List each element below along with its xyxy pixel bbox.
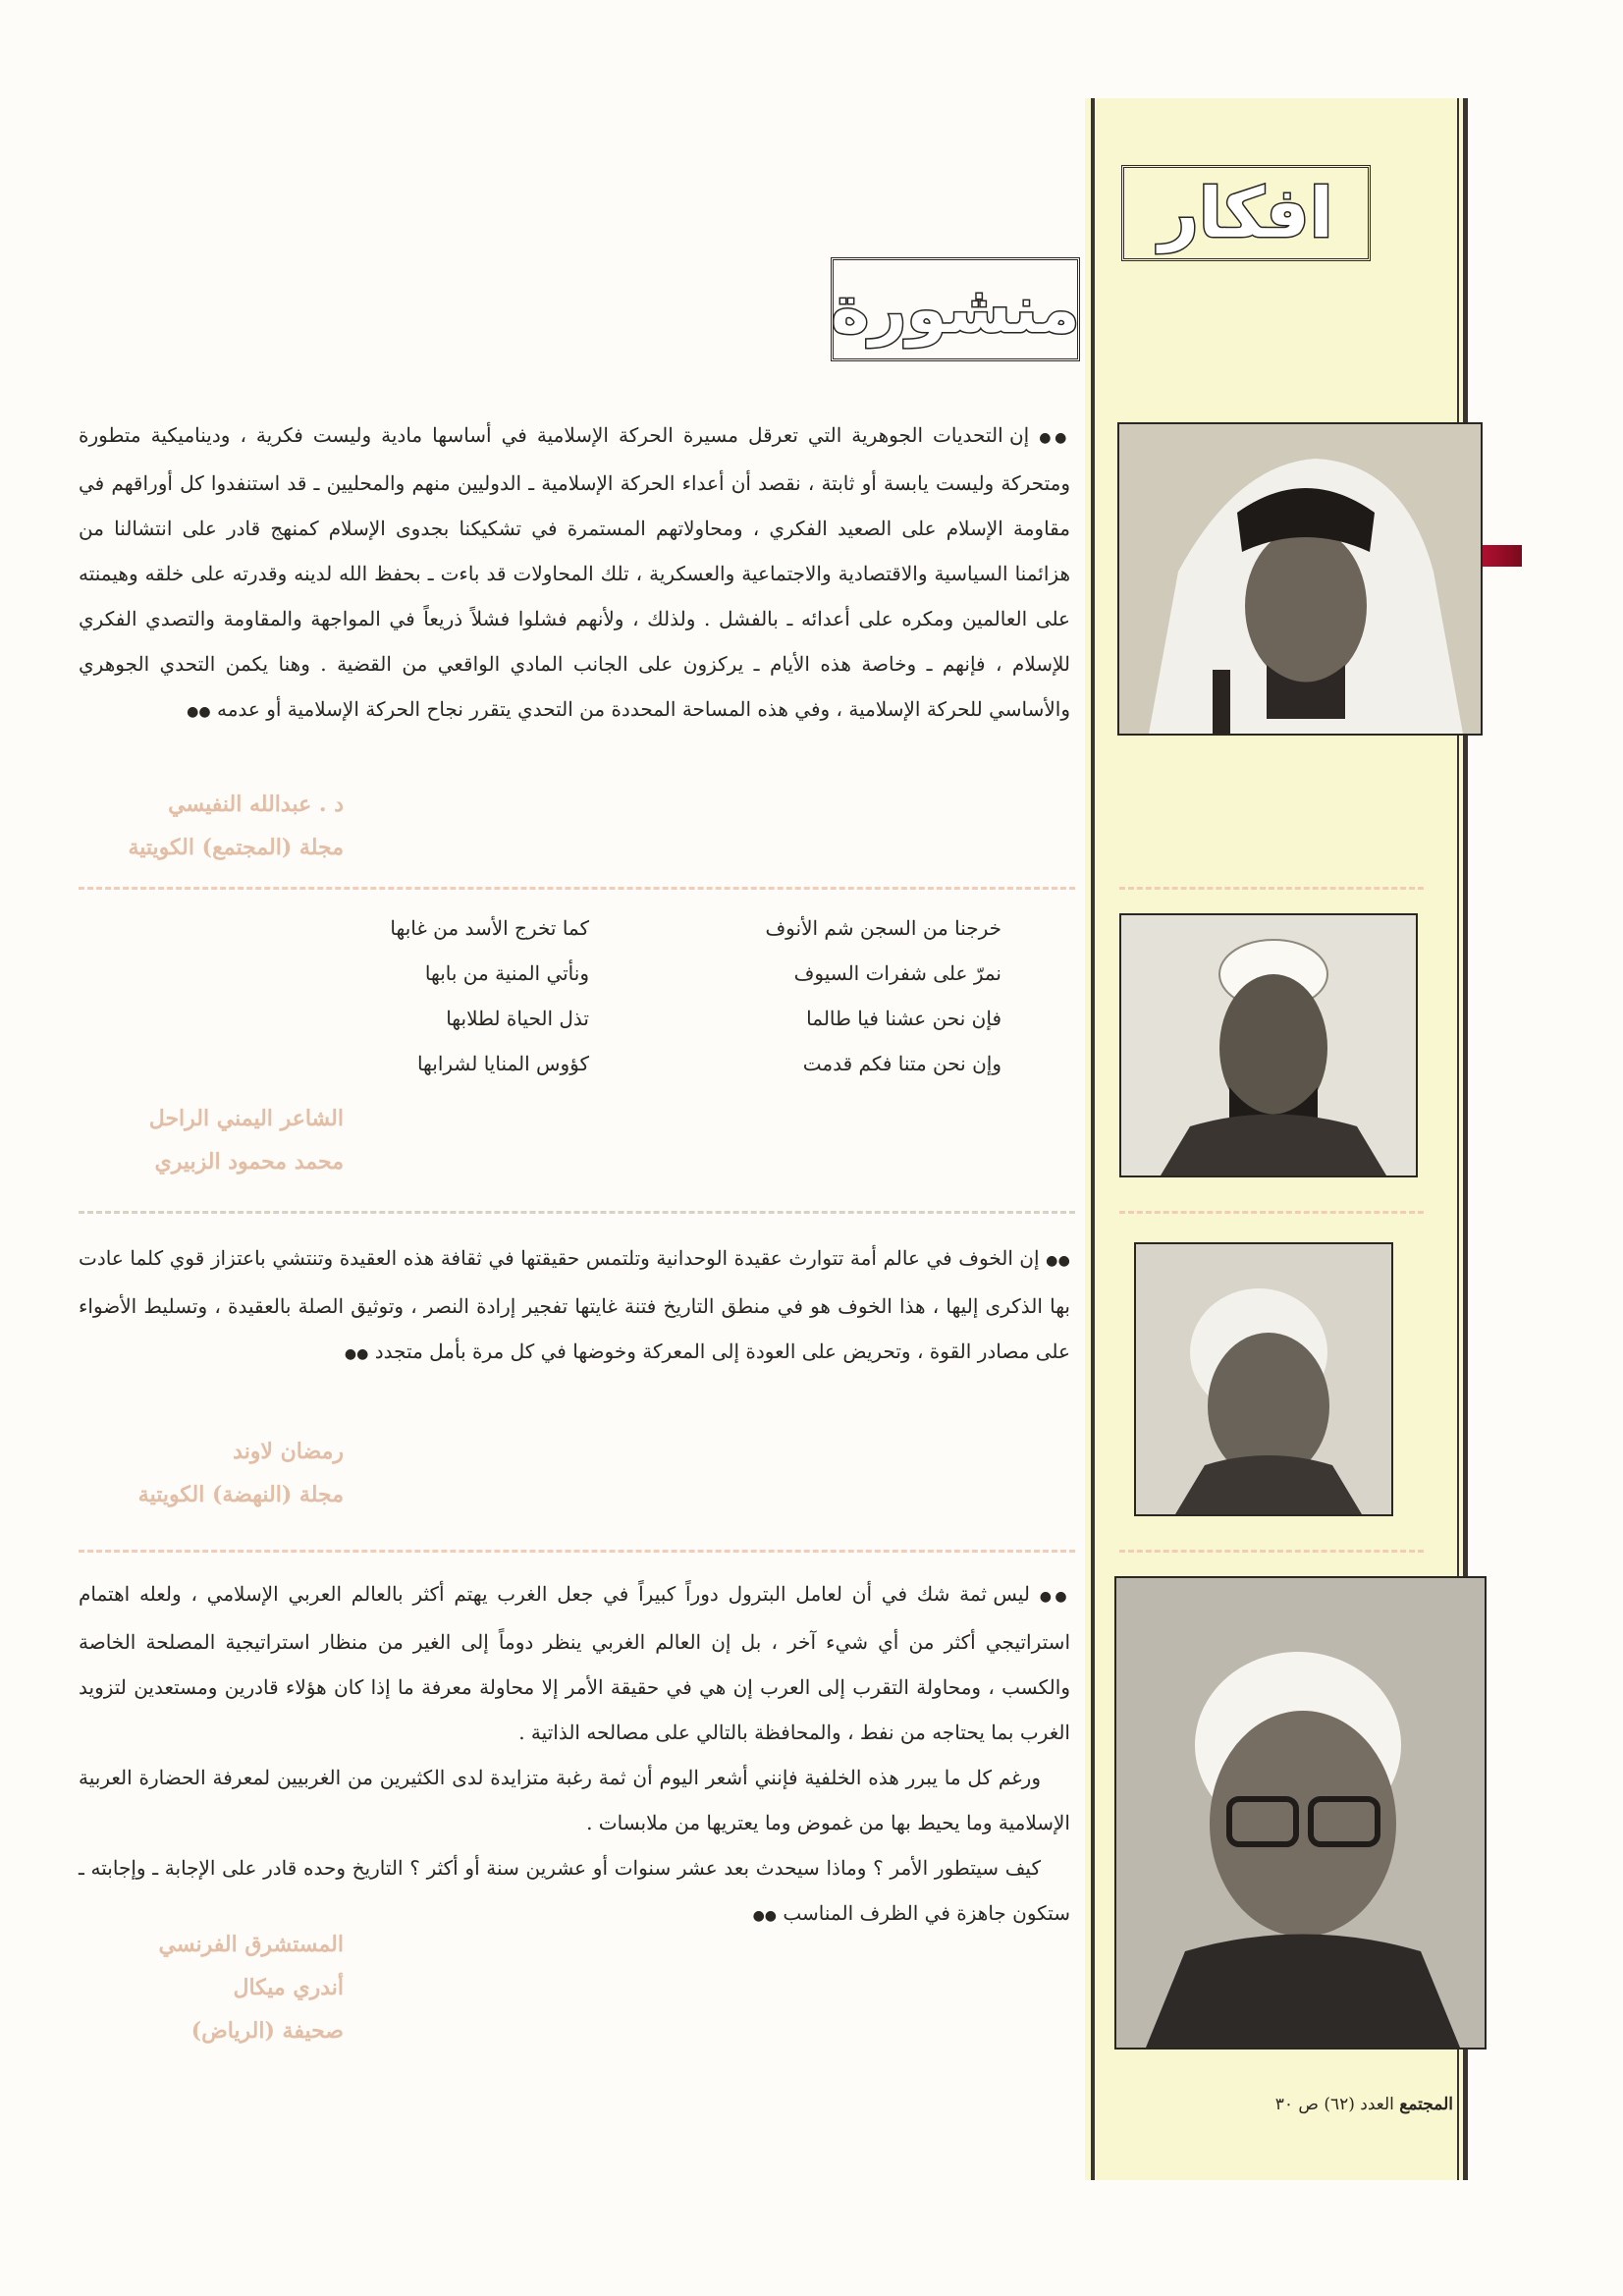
article-excerpt	[79, 412, 1070, 735]
paragraph: ليس ثمة شك في أن لعامل البترول دوراً كبيراً في جعل الغرب يهتم أكثر بالعالم العربي الإسلامي ، ولعله اهتمام استراتيجي أكثر من أي شيء آخر ، بل إن العالم الغربي ينظر دوماً إلى الغير من منظار استراتيجية المصلحة الخاصة والكسب ، ومحاولة التقرب إلى العرب إن هي في حقيقة الأمر إلا محاولة معرفة ما إذا كان هؤلاء قادرين ومستعدين لتزويد الغرب بما يحتاجه من نفط ، والمحافظة بالتالي على مصالحه الذاتية .	[79, 1582, 1070, 1744]
source-credit	[79, 783, 344, 869]
bullet: ●●	[187, 704, 211, 720]
source-credit	[79, 1097, 344, 1183]
author-name: الشاعر اليمني الراحل	[148, 1106, 344, 1131]
poem-verse	[157, 905, 1001, 951]
column-rule	[1091, 98, 1095, 2180]
source-name: مجلة (النهضة) الكويتية	[137, 1482, 344, 1507]
section-divider	[79, 1550, 1075, 1553]
poem-verse	[157, 1041, 1001, 1086]
source-name: محمد محمود الزبيري	[154, 1149, 344, 1175]
paragraph: إن التحديات الجوهرية التي تعرقل مسيرة الحركة الإسلامية في أساسها مادية وليست فكرية ، وديناميكية متطورة ومتحركة وليست يابسة أو ثابتة ، نقصد أن أعداء الحركة الإسلامية ـ الدوليين منهم والمحليين ـ قد استنفدوا كل أوراقهم في مقاومة الإسلام على الصعيد الفكري ، ومحاولاتهم المستمرة في تشكيكنا بجدوى الإسلام كمنهج قادر على انتشالنا من هزائمنا السياسية والاقتصادية والاجتماعية والعسكرية ، تلك المحاولات قد باءت ـ بحفظ الله لدينه وقدرته على خلقه وهيمنته على العالمين ومكره على أعدائه ـ بالفشل . ولذلك ، ولأنهم فشلوا فشلاً ذريعاً في المواجهة والمقاومة والتصدي الفكري للإسلام ، فإنهم ـ وخاصة هذه الأيام ـ يركزون على الجانب المادي الواقعي من القضية . وهنا يكمن التحدي الجوهري والأساسي للحركة الإسلامية ، وفي هذه المساحة المحددة من التحدي يتقرر نجاح الحركة الإسلامية أو عدمه	[79, 423, 1070, 721]
article-excerpt	[79, 1571, 1070, 1939]
author-photo	[1134, 1242, 1393, 1516]
verse-second-half: ونأتي المنية من بابها	[424, 961, 589, 985]
poem-verse	[157, 951, 1001, 996]
verse-first-half: فإن نحن عشنا فيا طالما	[806, 1007, 1001, 1030]
page-footer	[1242, 2095, 1453, 2114]
verse-second-half: كؤوس المنايا لشرابها	[416, 1052, 589, 1075]
verse-first-half: وإن نحن متنا فكم قدمت	[802, 1052, 1001, 1075]
verse-first-half: خرجنا من السجن شم الأنوف	[765, 916, 1001, 940]
author-name: أندري ميكال	[233, 1975, 344, 2000]
bullet: ●●	[1039, 1589, 1070, 1605]
paragraph: ورغم كل ما يبرر هذه الخلفية فإنني أشعر اليوم أن ثمة رغبة متزايدة لدى الكثيرين من الغربيين لمعرفة الحضارة العربية الإسلامية وما يحيط بها من غموض وما يعتريها من ملابسات .	[79, 1766, 1070, 1834]
verse-first-half: نمرّ على شفرات السيوف	[793, 961, 1001, 985]
verse-second-half: تذل الحياة لطلابها	[446, 1007, 589, 1030]
bullet: ●●	[1046, 1253, 1071, 1269]
section-divider	[79, 1211, 1075, 1214]
section-title: افكار	[1121, 165, 1371, 261]
author-name: رمضان لاوند	[233, 1439, 344, 1464]
article-excerpt	[79, 1235, 1070, 1377]
source-name: صحيفة (الرياض)	[190, 2018, 344, 2044]
divider	[1119, 1211, 1424, 1214]
divider	[1119, 1550, 1424, 1553]
bullet: ●●	[1039, 430, 1070, 446]
paragraph: إن الخوف في عالم أمة تتوارث عقيدة الوحدانية وتلتمس حقيقتها في ثقافة هذه العقيدة وتنتشي باعتزاز قوي كلما عادت بها الذكرى إليها ، هذا الخوف هو في منطق التاريخ فتنة غايتها تفجير إرادة النصر ، وتوثيق الصلة بالعقيدة ، وتسليط الأضواء على مصادر القوة ، وتحريض على العودة إلى المعركة وخوضها في كل مرة بأمل متجدد	[79, 1246, 1070, 1363]
section-subtitle: منشورة	[831, 257, 1080, 361]
author-photo	[1119, 913, 1418, 1177]
source-name: مجلة (المجتمع) الكويتية	[128, 835, 344, 860]
issue-page: العدد (٦٢) ص ٣٠	[1274, 2095, 1394, 2114]
bullet: ●●	[344, 1346, 369, 1362]
author-photo	[1117, 422, 1483, 736]
paragraph: كيف سيتطور الأمر ؟ وماذا سيحدث بعد عشر سنوات أو عشرين سنة أو أكثر ؟ التاريخ وحده قادر على الإجابة ـ وإجابته ـ ستكون جاهزة في الظرف المناسب	[79, 1856, 1070, 1925]
source-credit	[79, 1923, 344, 2052]
author-title: المستشرق الفرنسي	[158, 1932, 344, 1957]
poem	[157, 905, 1001, 1086]
divider	[1119, 887, 1424, 890]
source-credit	[79, 1430, 344, 1516]
verse-second-half: كما تخرج الأسد من غابها	[390, 916, 589, 940]
author-photo	[1114, 1576, 1487, 2050]
bullet: ●●	[752, 1908, 778, 1924]
poem-verse	[157, 996, 1001, 1041]
magazine-logo: المجتمع	[1399, 2095, 1453, 2114]
section-divider	[79, 887, 1075, 890]
author-name: د . عبدالله النفيسي	[168, 792, 344, 817]
